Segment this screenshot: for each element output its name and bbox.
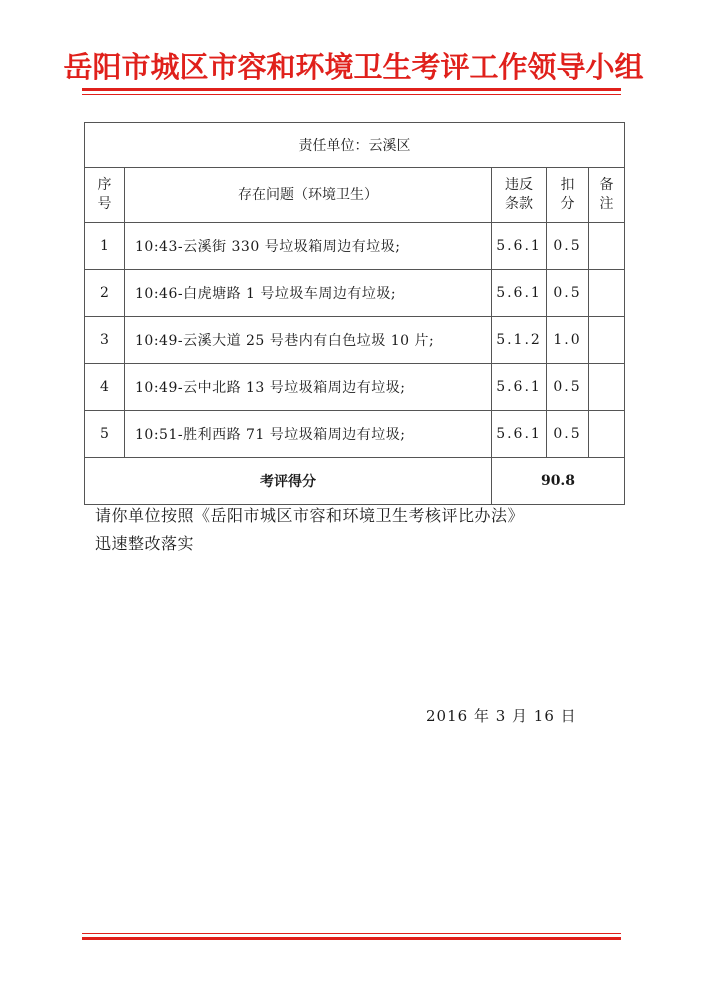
score-label: 考评得分 bbox=[85, 458, 492, 505]
row-remark bbox=[589, 270, 625, 317]
row-clause: 5.1.2 bbox=[492, 317, 547, 364]
table-row bbox=[85, 317, 625, 364]
header-rule-thin bbox=[82, 94, 621, 95]
row-no: 5 bbox=[85, 411, 125, 458]
row-remark bbox=[589, 223, 625, 270]
row-issue: 10:49-云溪大道 25 号巷内有白色垃圾 10 片; bbox=[125, 317, 492, 364]
note-line-2: 迅速整改落实 bbox=[95, 534, 195, 553]
row-remark bbox=[589, 364, 625, 411]
row-remark bbox=[589, 317, 625, 364]
col-header-issue: 存在问题（环境卫生） bbox=[125, 168, 492, 223]
row-deduct: 0.5 bbox=[547, 223, 589, 270]
row-clause: 5.6.1 bbox=[492, 223, 547, 270]
row-no: 2 bbox=[85, 270, 125, 317]
row-clause: 5.6.1 bbox=[492, 270, 547, 317]
row-deduct: 0.5 bbox=[547, 270, 589, 317]
rectification-note bbox=[95, 502, 524, 558]
col-header-clause: 违反条款 bbox=[492, 168, 547, 223]
row-no: 3 bbox=[85, 317, 125, 364]
row-deduct: 1.0 bbox=[547, 317, 589, 364]
table-row bbox=[85, 364, 625, 411]
table-header-row bbox=[85, 168, 625, 223]
score-row bbox=[85, 458, 625, 505]
issue-date: 2016 年 3 月 16 日 bbox=[426, 707, 577, 725]
header-rule-thick bbox=[82, 88, 621, 91]
row-deduct: 0.5 bbox=[547, 411, 589, 458]
table-row bbox=[85, 223, 625, 270]
table-row bbox=[85, 270, 625, 317]
footer-rule-thin bbox=[82, 933, 621, 934]
col-header-remark: 备注 bbox=[589, 168, 625, 223]
row-issue: 10:51-胜利西路 71 号垃圾箱周边有垃圾; bbox=[125, 411, 492, 458]
col-header-deduct: 扣分 bbox=[547, 168, 589, 223]
score-value: 90.8 bbox=[492, 458, 625, 505]
document-header-title: 岳阳市城区市容和环境卫生考评工作领导小组 bbox=[63, 50, 644, 84]
row-no: 1 bbox=[85, 223, 125, 270]
row-remark bbox=[589, 411, 625, 458]
col-header-no: 序号 bbox=[85, 168, 125, 223]
row-issue: 10:49-云中北路 13 号垃圾箱周边有垃圾; bbox=[125, 364, 492, 411]
note-line-1: 请你单位按照《岳阳市城区市容和环境卫生考核评比办法》 bbox=[95, 506, 525, 525]
table-row bbox=[85, 411, 625, 458]
row-no: 4 bbox=[85, 364, 125, 411]
row-issue: 10:46-白虎塘路 1 号垃圾车周边有垃圾; bbox=[125, 270, 492, 317]
row-clause: 5.6.1 bbox=[492, 411, 547, 458]
row-clause: 5.6.1 bbox=[492, 364, 547, 411]
responsible-unit: 责任单位：云溪区 bbox=[85, 123, 625, 168]
footer-rule-thick bbox=[82, 937, 621, 940]
row-issue: 10:43-云溪街 330 号垃圾箱周边有垃圾; bbox=[125, 223, 492, 270]
assessment-table bbox=[84, 122, 625, 505]
row-deduct: 0.5 bbox=[547, 364, 589, 411]
